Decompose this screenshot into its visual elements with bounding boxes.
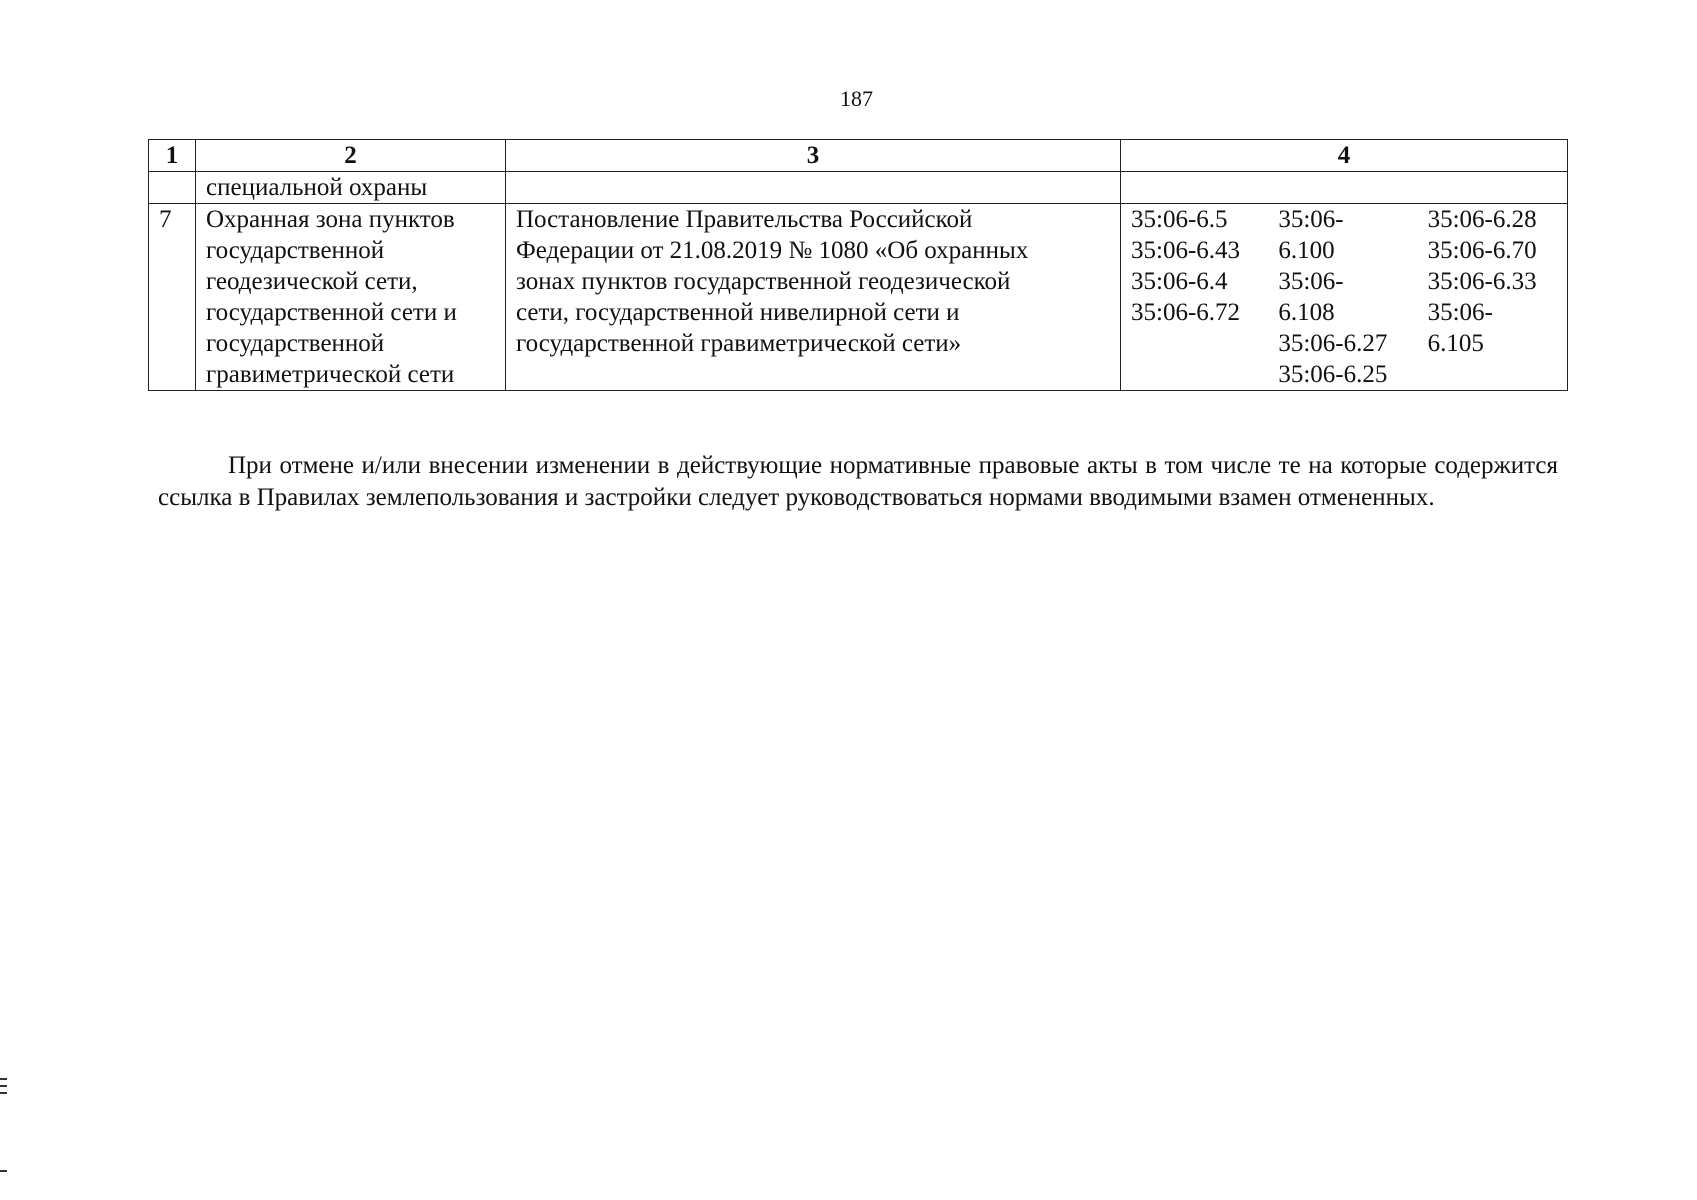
zone-numbers-column-1 bbox=[1131, 204, 1278, 390]
header-col-3: 3 bbox=[506, 140, 1121, 172]
header-col-4: 4 bbox=[1121, 140, 1568, 172]
cont-cell-3 bbox=[506, 172, 1121, 204]
zone-number: 6.105 bbox=[1427, 330, 1484, 357]
zone-name-line: Охранная зона пунктов bbox=[206, 206, 455, 233]
document-line: Постановление Правительства Российской bbox=[516, 206, 973, 233]
table-row-continuation bbox=[149, 172, 1568, 204]
document-line: государственной гравиметрической сети» bbox=[516, 330, 962, 357]
zone-numbers-column-3 bbox=[1428, 204, 1557, 390]
zone-name-cell bbox=[196, 204, 506, 391]
scan-edge-mark bbox=[0, 1078, 7, 1080]
zone-number: 35:06- bbox=[1427, 299, 1493, 326]
zone-number: 6.108 bbox=[1278, 299, 1335, 326]
scan-edge-mark bbox=[0, 1170, 7, 1172]
row-number: 7 bbox=[149, 204, 196, 391]
zone-name-line: гравиметрической сети bbox=[206, 361, 455, 388]
zones-table bbox=[148, 139, 1568, 391]
scan-edge-mark bbox=[0, 1092, 7, 1094]
table-row-7 bbox=[149, 204, 1568, 391]
zone-number: 6.100 bbox=[1278, 237, 1335, 264]
zone-number: 35:06-6.28 bbox=[1427, 206, 1537, 233]
zone-number: 35:06-6.4 bbox=[1131, 268, 1228, 295]
zone-number: 35:06-6.70 bbox=[1427, 237, 1537, 264]
document-line: сети, государственной нивелирной сети и bbox=[516, 299, 960, 326]
zone-number: 35:06-6.27 bbox=[1278, 330, 1388, 357]
header-col-2: 2 bbox=[196, 140, 506, 172]
zone-number: 35:06- bbox=[1278, 268, 1344, 295]
table-header-row bbox=[149, 140, 1568, 172]
cont-cell-2: специальной охраны bbox=[196, 172, 506, 204]
zone-number: 35:06-6.5 bbox=[1131, 206, 1228, 233]
zone-name-line: государственной bbox=[206, 237, 385, 264]
zone-name-line: государственной сети и bbox=[206, 299, 457, 326]
scan-edge-mark bbox=[0, 1085, 7, 1087]
cont-cell-1 bbox=[149, 172, 196, 204]
zone-number: 35:06-6.25 bbox=[1278, 361, 1388, 388]
zone-number: 35:06-6.43 bbox=[1131, 237, 1241, 264]
zone-numbers-column-2 bbox=[1278, 204, 1427, 390]
body-paragraph: При отмене и/или внесении изменении в действующие нормативные правовые акты в том числе те на которые содержится ссылка в Правилах землепользования и застройки следует руководствоваться нормами вводимыми взамен отмененных. bbox=[158, 452, 1558, 511]
header-col-1: 1 bbox=[149, 140, 196, 172]
zone-name-line: государственной bbox=[206, 330, 385, 357]
zone-number: 35:06-6.72 bbox=[1131, 299, 1241, 326]
cont-cell-4 bbox=[1121, 172, 1568, 204]
zone-numbers-cell bbox=[1121, 204, 1568, 391]
document-line: зонах пунктов государственной геодезической bbox=[516, 268, 1011, 295]
page-number: 187 bbox=[840, 86, 873, 111]
document-line: Федерации от 21.08.2019 № 1080 «Об охранных bbox=[516, 237, 1029, 264]
zone-number: 35:06-6.33 bbox=[1427, 268, 1537, 295]
zone-number: 35:06- bbox=[1278, 206, 1344, 233]
zone-name-line: геодезической сети, bbox=[206, 268, 418, 295]
document-cell bbox=[506, 204, 1121, 391]
